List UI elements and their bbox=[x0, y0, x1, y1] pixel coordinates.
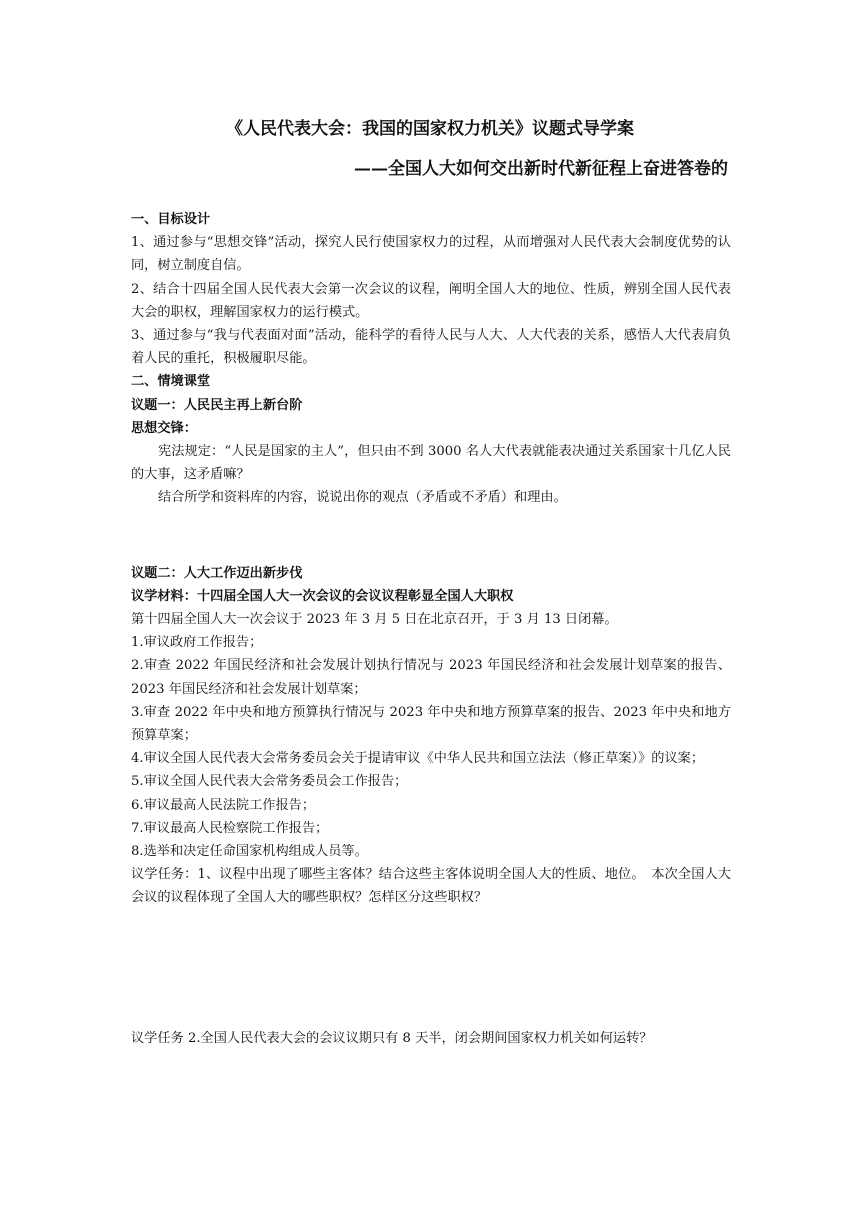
agenda-item-4: 4.审议全国人民代表大会常务委员会关于提请审议《中华人民共和国立法法（修正草案）》的议案； bbox=[131, 751, 705, 767]
agenda-item-1: 1.审议政府工作报告； bbox=[131, 635, 263, 651]
document-body bbox=[131, 208, 731, 1050]
material-heading: 议学材料：十四届全国人大一次会议的会议议程彰显全国人大职权 bbox=[131, 588, 514, 604]
goal-item-1: 1、通过参与“思想交锋”活动，探究人民行使国家权力的过程，从而增强对人民代表大会制度优势的认同，树立制度自信。 bbox=[131, 235, 731, 274]
task-2: 议学任务 2.全国人民代表大会的会议议期只有 8 天半，闭会期间国家权力机关如何运转？ bbox=[131, 1030, 653, 1046]
debate-paragraph-2: 结合所学和资料库的内容，说说出你的观点（矛盾或不矛盾）和理由。 bbox=[158, 490, 567, 506]
debate-paragraph-1: 宪法规定：“人民是国家的主人”，但只由不到 3000 名人大代表就能表决通过关系国家十几亿人民的大事，这矛盾嘛？ bbox=[131, 444, 731, 483]
goal-item-3: 3、通过参与“我与代表面对面”活动，能科学的看待人民与人大、人大代表的关系，感悟人大代表肩负着人民的重托，积极履职尽能。 bbox=[131, 328, 731, 367]
topic-1-heading: 议题一：人民民主再上新台阶 bbox=[131, 397, 303, 413]
task-1: 议学任务：1、议程中出现了哪些主客体？结合这些主客体说明全国人大的性质、地位。 本次全国人大会议的议程体现了全国人大的哪些职权？怎样区分这些职权？ bbox=[131, 867, 731, 906]
agenda-item-5: 5.审议全国人民代表大会常务委员会工作报告； bbox=[131, 774, 408, 790]
material-intro: 第十四届全国人大一次会议于 2023 年 3 月 5 日在北京召开，于 3 月 13 日闭幕。 bbox=[131, 612, 618, 628]
agenda-item-7: 7.审议最高人民检察院工作报告； bbox=[131, 820, 329, 836]
document-subtitle: ——全国人大如何交出新时代新征程上奋进答卷的 bbox=[354, 159, 728, 179]
agenda-item-2: 2.审查 2022 年国民经济和社会发展计划执行情况与 2023 年国民经济和社会发展计划草案的报告、2023 年国民经济和社会发展计划草案； bbox=[131, 658, 731, 697]
document-title: 《人民代表大会：我国的国家权力机关》议题式导学案 bbox=[226, 119, 634, 139]
agenda-item-6: 6.审议最高人民法院工作报告； bbox=[131, 797, 316, 813]
section-heading-goals: 一、目标设计 bbox=[131, 212, 211, 227]
topic-2-heading: 议题二：人大工作迈出新步伐 bbox=[131, 565, 303, 581]
section-heading-classroom: 二、情境课堂 bbox=[131, 374, 211, 390]
agenda-item-8: 8.选举和决定任命国家机构组成人员等。 bbox=[131, 844, 368, 860]
goal-item-2: 2、结合十四届全国人民代表大会第一次会议的议程，阐明全国人大的地位、性质，辨别全国人民代表大会的职权，理解国家权力的运行模式。 bbox=[131, 281, 731, 320]
debate-heading: 思想交锋： bbox=[131, 420, 197, 436]
agenda-item-3: 3.审查 2022 年中央和地方预算执行情况与 2023 年中央和地方预算草案的报告、2023 年中央和地方预算草案； bbox=[131, 704, 731, 744]
